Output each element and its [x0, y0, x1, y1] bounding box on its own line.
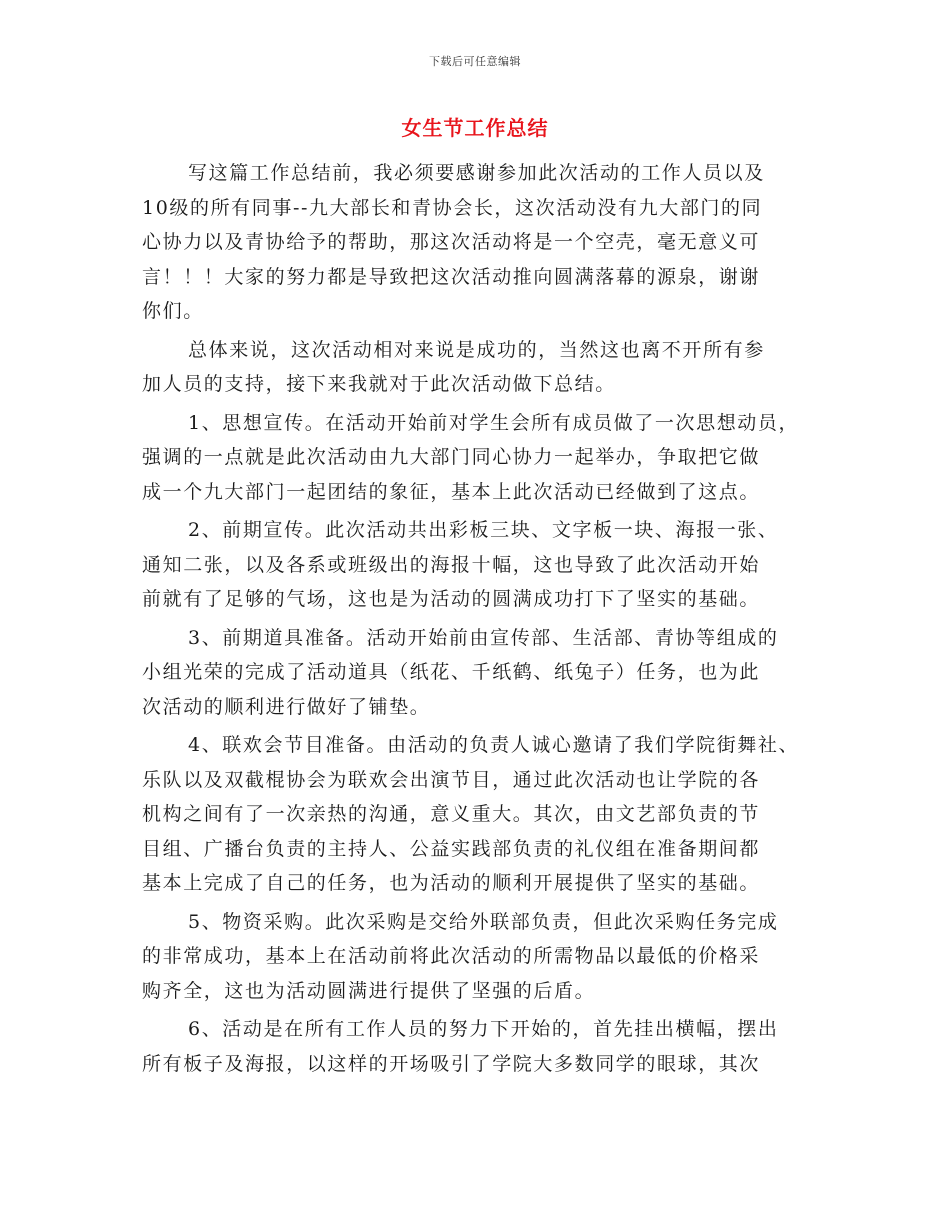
paragraph-line: 次活动的顺利进行做好了铺垫。: [142, 695, 431, 718]
paragraph-line: 你们。: [142, 300, 204, 322]
paragraph-line: 购齐全，这也为活动圆满进行提供了坚强的后盾。: [142, 979, 596, 1002]
header-note: 下载后可任意编辑: [429, 55, 521, 68]
paragraph-line: 成一个九大部门一起团结的象征，基本上此次活动已经做到了这点。: [142, 480, 761, 503]
paragraph: [142, 1012, 822, 1081]
paragraph-line: 通知二张，以及各系或班级出的海报十幅，这也导致了此次活动开始: [142, 553, 761, 576]
paragraph-line: 3、前期道具准备。活动开始前由宣传部、生活部、青协等组成的: [188, 626, 779, 649]
paragraph-line: 强调的一点就是此次活动由九大部门同心协力一起举办，争取把它做: [142, 446, 761, 468]
paragraph-line: 写这篇工作总结前，我必须要感谢参加此次活动的工作人员以及: [188, 162, 765, 184]
paragraph: [142, 621, 822, 725]
document-title: 女生节工作总结: [401, 116, 549, 140]
paragraph-line: 加人员的支持，接下来我就对于此次活动做下总结。: [142, 373, 616, 395]
paragraph-line: 前就有了足够的气场，这也是为活动的圆满成功打下了坚实的基础。: [142, 588, 761, 610]
paragraph-line: 6、活动是在所有工作人员的努力下开始的，首先挂出横幅，摆出: [188, 1018, 779, 1040]
paragraph-line: 乐队以及双截棍协会为联欢会出演节目，通过此次活动也让学院的各: [142, 768, 761, 791]
paragraph-line: 基本上完成了自己的任务，也为活动的顺利开展提供了坚实的基础。: [142, 872, 761, 894]
paragraph-line: 机构之间有了一次亲热的沟通，意义重大。其次，由文艺部负责的节: [142, 803, 761, 825]
paragraph-line: 心协力以及青协给予的帮助，那这次活动将是一个空壳，毫无意义可: [142, 231, 761, 253]
paragraph-line: 5、物资采购。此次采购是交给外联部负责，但此次采购任务完成: [188, 910, 779, 933]
paragraph-line: 4、联欢会节目准备。由活动的负责人诚心邀请了我们学院街舞社、: [188, 734, 800, 756]
paragraph-line: 10级的所有同事--九大部长和青协会长，这次活动没有九大部门的同: [142, 196, 763, 219]
paragraph-line: 2、前期宣传。此次活动共出彩板三块、文字板一块、海报一张、: [188, 519, 779, 541]
paragraph-line: 小组光荣的完成了活动道具（纸花、千纸鹤、纸兔子）任务，也为此: [142, 661, 761, 683]
paragraph: [142, 406, 822, 510]
paragraph-line: 目组、广播台负责的主持人、公益实践部负责的礼仪组在准备期间都: [142, 837, 761, 860]
paragraph-line: 的非常成功，基本上在活动前将此次活动的所需物品以最低的价格采: [142, 945, 761, 967]
paragraph: [142, 333, 822, 402]
paragraph: [142, 156, 822, 329]
paragraph-line: 总体来说，这次活动相对来说是成功的，当然这也离不开所有参: [188, 338, 765, 361]
paragraph-line: 所有板子及海报，以这样的开场吸引了学院大多数同学的眼球，其次: [142, 1052, 761, 1075]
paragraph-line: 1、思想宣传。在活动开始前对学生会所有成员做了一次思想动员，: [188, 411, 800, 434]
document-body: [142, 156, 822, 1081]
paragraph: [142, 728, 822, 901]
paragraph: [142, 905, 822, 1009]
paragraph-line: 言！！！大家的努力都是导致把这次活动推向圆满落幕的源泉，谢谢: [142, 265, 761, 288]
paragraph: [142, 513, 822, 617]
